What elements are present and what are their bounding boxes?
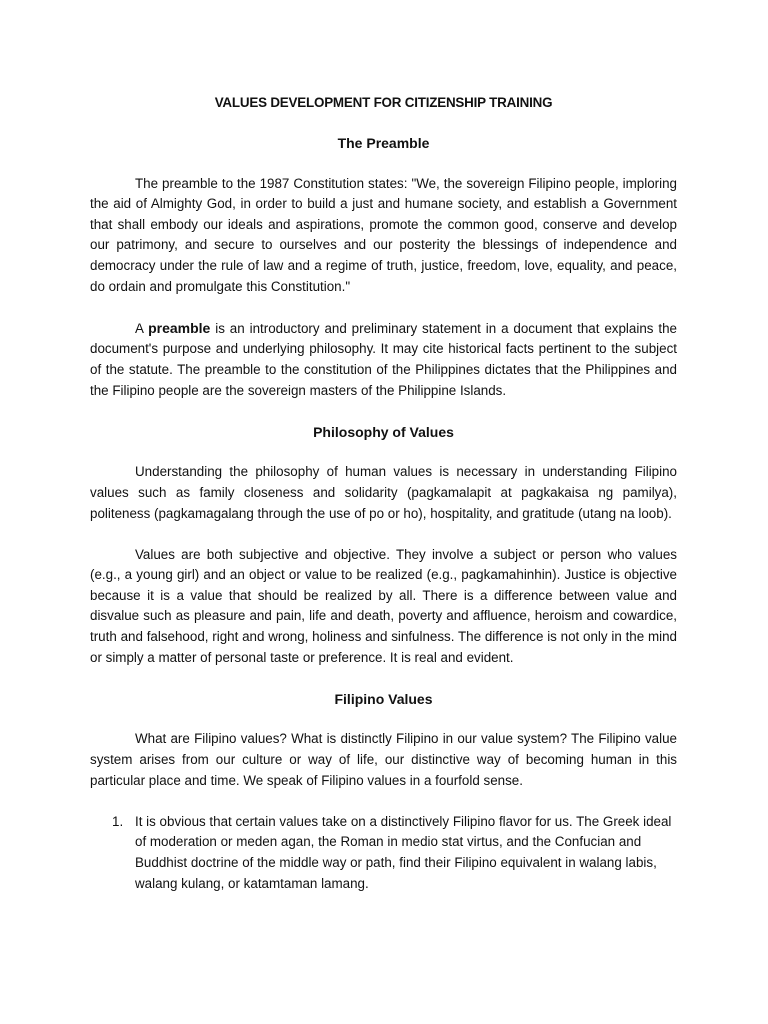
filipino-values-paragraph-1: What are Filipino values? What is distinctly Filipino in our value system? The Filipino value system arises from our culture or way of life, our distinctive way of becoming human in this particular place and time. We speak of Filipino values in a fourfold sense. <box>90 731 677 788</box>
document-body <box>90 93 677 894</box>
preamble-paragraph-2-rest: is an introductory and preliminary statement in a document that explains the document's purpose and underlying philosophy. It may cite historical facts pertinent to the subject of the statute. The preamble to the constitution of the Philippines dictates that the Philippines and the Filipino people are the sovereign masters of the Philippine Islands. <box>90 320 677 398</box>
document-title: VALUES DEVELOPMENT FOR CITIZENSHIP TRAINING <box>214 95 553 110</box>
list-item <box>90 812 677 894</box>
preamble-paragraph-1: The preamble to the 1987 Constitution states: "We, the sovereign Filipino people, imploring the aid of Almighty God, in order to build a just and humane society, and establish a Government that shall embody our ideals and aspirations, promote the common good, conserve and develop our patrimony, and secure to ourselves and our posterity the blessings of independence and democracy under the rule of law and a regime of truth, justice, freedom, love, equality, and peace, do ordain and promulgate this Constitution." <box>90 175 677 294</box>
preamble-paragraph-2-lead: A <box>135 320 149 336</box>
philosophy-paragraph-2: Values are both subjective and objective. They involve a subject or person who values (e.g., a young girl) and an object or value to be realized (e.g., pagkamahinhin). Justice is objective because it is a value that should be realized by all. There is a difference between value and disvalue such as pleasure and pain, life and death, poverty and affluence, heroism and cowardice, truth and falsehood, right and wrong, holiness and sinfulness. The difference is not only in the mind or simply a matter of personal taste or preference. It is real and evident. <box>90 546 677 665</box>
preamble-term: preamble <box>148 319 211 336</box>
filipino-values-list <box>90 812 677 894</box>
philosophy-paragraph-1: Understanding the philosophy of human values is necessary in understanding Filipino values such as family closeness and solidarity (pagkamalapit at pagkakaisa ng pamilya), politeness (pagkamagalang through the use of po or ho), hospitality, and gratitude (utang na loob). <box>90 464 677 521</box>
list-item-number: 1. <box>112 813 124 829</box>
section-heading-filipino-values: Filipino Values <box>334 690 433 707</box>
section-heading-philosophy-of-values: Philosophy of Values <box>313 423 454 440</box>
list-item-text: It is obvious that certain values take on a distinctively Filipino flavor for us. The Greek ideal of moderation or meden agan, the Roman in medio stat virtus, and the Confucian and Buddhist doctrine of the middle way or path, find their Filipino equivalent in walang labis, walang kulang, or katamtaman lamang. <box>135 813 672 891</box>
section-heading-preamble: The Preamble <box>337 135 430 151</box>
preamble-paragraph-2 <box>90 318 677 401</box>
